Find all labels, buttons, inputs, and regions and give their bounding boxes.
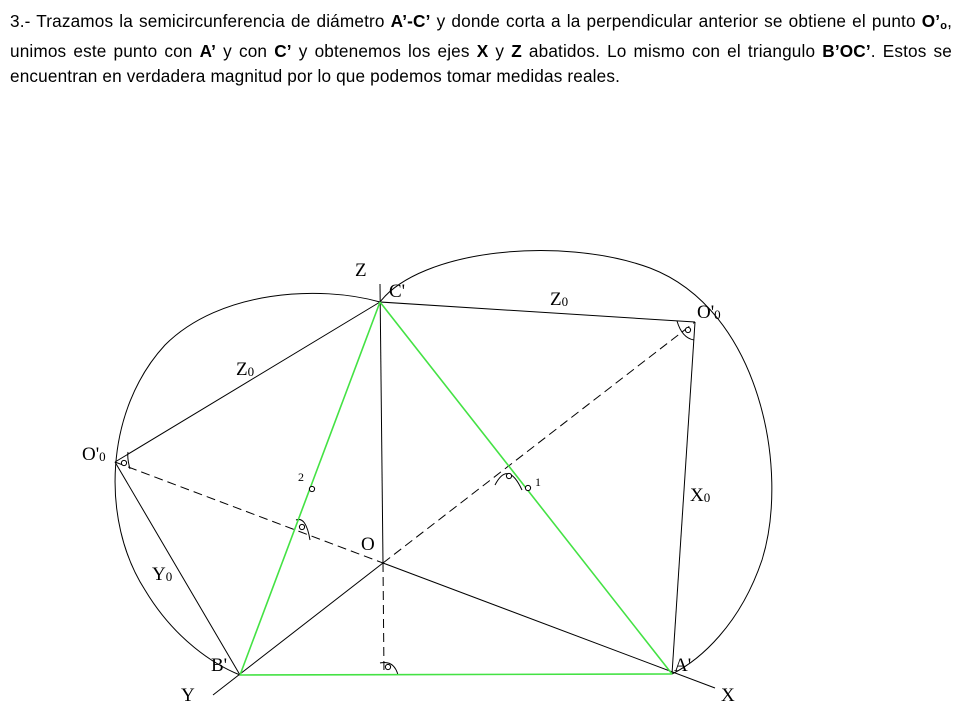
z-axis-dashed [383,563,384,675]
bold-term-x: X [476,41,489,61]
bold-term-boc: B’OC’ [822,41,871,61]
label-y-axis: Y [181,685,195,706]
marker-arc-base [385,664,390,669]
text-segment: y con [216,41,275,61]
semicircle-left [115,293,380,675]
text-segment: y obtenemos los ejes [291,41,477,61]
label-z-axis: Z [355,260,367,281]
marker-arc-1 [506,473,511,478]
marker-arc-o0-left [121,460,126,465]
label-z0-left: Z0 [236,359,255,380]
text-segment: y donde corta a la perpendicular anterior se obtiene el punto [430,11,922,31]
bold-term-a: A’ [199,41,217,61]
z0-top-line [380,302,695,322]
dashed-line-o-o0-left [115,462,383,563]
label-o: O [361,534,375,555]
label-x-axis: X [721,685,735,706]
label-x0: X0 [690,485,711,506]
dashed-line-o-o0-right [383,322,695,563]
text-segment: y [488,41,512,61]
x-axis-line [383,563,715,688]
text-segment: abatidos. Lo mismo con el triangulo [521,41,823,61]
bold-term-ac: A’-C’ [390,11,431,31]
bold-term-z: Z [511,41,522,61]
right-angle-arc-o0-left [128,452,130,469]
marker-point-1 [525,485,530,490]
text-segment: 3.- Trazamos la semicircunferencia de diámetro [10,11,391,31]
label-a-prime: A' [674,655,692,676]
label-o0-right: O'0 [697,302,721,323]
label-y0: Y0 [152,564,173,585]
label-c-prime: C' [389,281,406,302]
z-axis-line [380,284,383,563]
bold-term-o0: $O’_o$ [921,11,948,32]
label-point-1: 1 [535,475,541,489]
label-point-2: 2 [298,470,304,484]
label-o0-left: O'0 [82,444,106,465]
marker-point-2 [309,486,314,491]
marker-arc-o0-right [685,327,690,332]
label-b-prime: B' [211,655,228,676]
triangle-side-ab [240,674,672,675]
label-z0-top: Z0 [550,289,569,310]
bold-term-c: C’ [274,41,292,61]
marker-arc-2 [299,524,304,529]
text-segment: . Estos se encuentran en verdadera magnitud por lo que podemos tomar medidas reales. [10,41,952,86]
z0-left-line [115,302,380,462]
text-segment: , unimos este punto con [10,11,952,61]
